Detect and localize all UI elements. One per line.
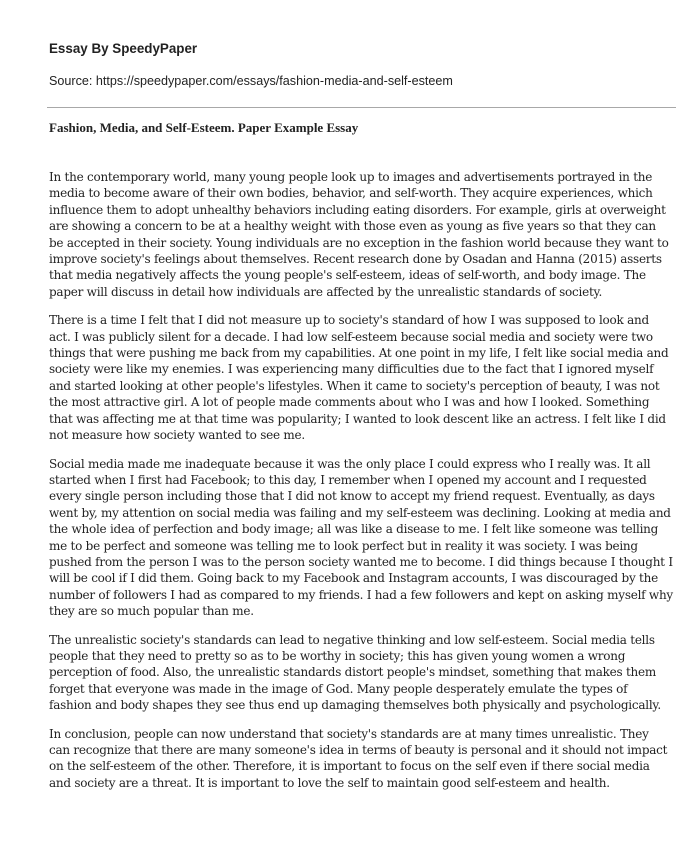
paragraph-1: In the contemporary world, many young people look up to images and advertisements portrayed in the media to become aware of their own bodies, behavior, and self-worth. They acquire experiences, which influence them to adopt unhealthy behaviors including eating disorders. For example, girls at overweight are showing a concern to be at a healthy weight with those even as young as five years so that they can be accepted in their society. Young individuals are no exception in the fashion world because they want to improve society's feelings about themselves. Recent research done by Osadan and Hanna (2015) asserts that media negatively affects the young people's self-esteem, ideas of self-worth, and body image. The paper will discuss in detail how individuals are affected by the unrealistic standards of society.: [49, 170, 669, 299]
paragraph-2: There is a time I felt that I did not measure up to society's standard of how I was supposed to look and act. I was publicly silent for a decade. I had low self-esteem because social media and society were two things that were pushing me back from my capabilities. At one point in my life, I felt like social media and society were like my enemies. I was experiencing many difficulties due to the fact that I ignored myself and started looking at other people's lifestyles. When it came to society's perception of beauty, I was not the most attractive girl. A lot of people made comments about who I was and how I looked. Something that was affecting me at that time was popularity; I wanted to look descent like an actress. I felt like I did not measure how society wanted to see me.: [49, 313, 669, 443]
essay-title: Fashion, Media, and Self-Esteem. Paper Example Essay: [49, 120, 359, 135]
brand-heading: Essay By SpeedyPaper: [49, 41, 198, 56]
divider: [47, 107, 676, 108]
essay-body: [49, 169, 673, 791]
paragraph-4: The unrealistic society's standards can lead to negative thinking and low self-esteem. Social media tells people that they need to pretty so as to be worthy in society; this has given young women a wrong perception of food. Also, the unrealistic standards distort people's mindset, something that makes them forget that everyone was made in the image of God. Many people desperately emulate the types of fashion and body shapes they see thus end up damaging themselves both physically and psychologically.: [49, 632, 661, 713]
source-line: Source: https://speedypaper.com/essays/fashion-media-and-self-esteem: [49, 74, 453, 88]
paragraph-3: Social media made me inadequate because it was the only place I could express who I really was. It all started when I first had Facebook; to this day, I remember when I opened my account and I requested every single person including those that I did not know to accept my friend request. Eventually, as days went by, my attention on social media was failing and my self-esteem was declining. Looking at media and the whole idea of perfection and body image; all was like a disease to me. I felt like someone was telling me to be perfect and someone was telling me to look perfect but in reality it was society. I was being pushed from the person I was to the person society wanted me to become. I did things because I thought I will be cool if I did them. Going back to my Facebook and Instagram accounts, I was discouraged by the number of followers I had as compared to my friends. I had a few followers and kept on asking myself why they are so much popular than me.: [49, 456, 673, 619]
paragraph-5: In conclusion, people can now understand that society's standards are at many times unrealistic. They can recognize that there are many someone's idea in terms of beauty is personal and it should not impact on the self-esteem of the other. Therefore, it is important to focus on the self even if there social media and society are a threat. It is important to love the self to maintain good self-esteem and health.: [49, 726, 668, 790]
